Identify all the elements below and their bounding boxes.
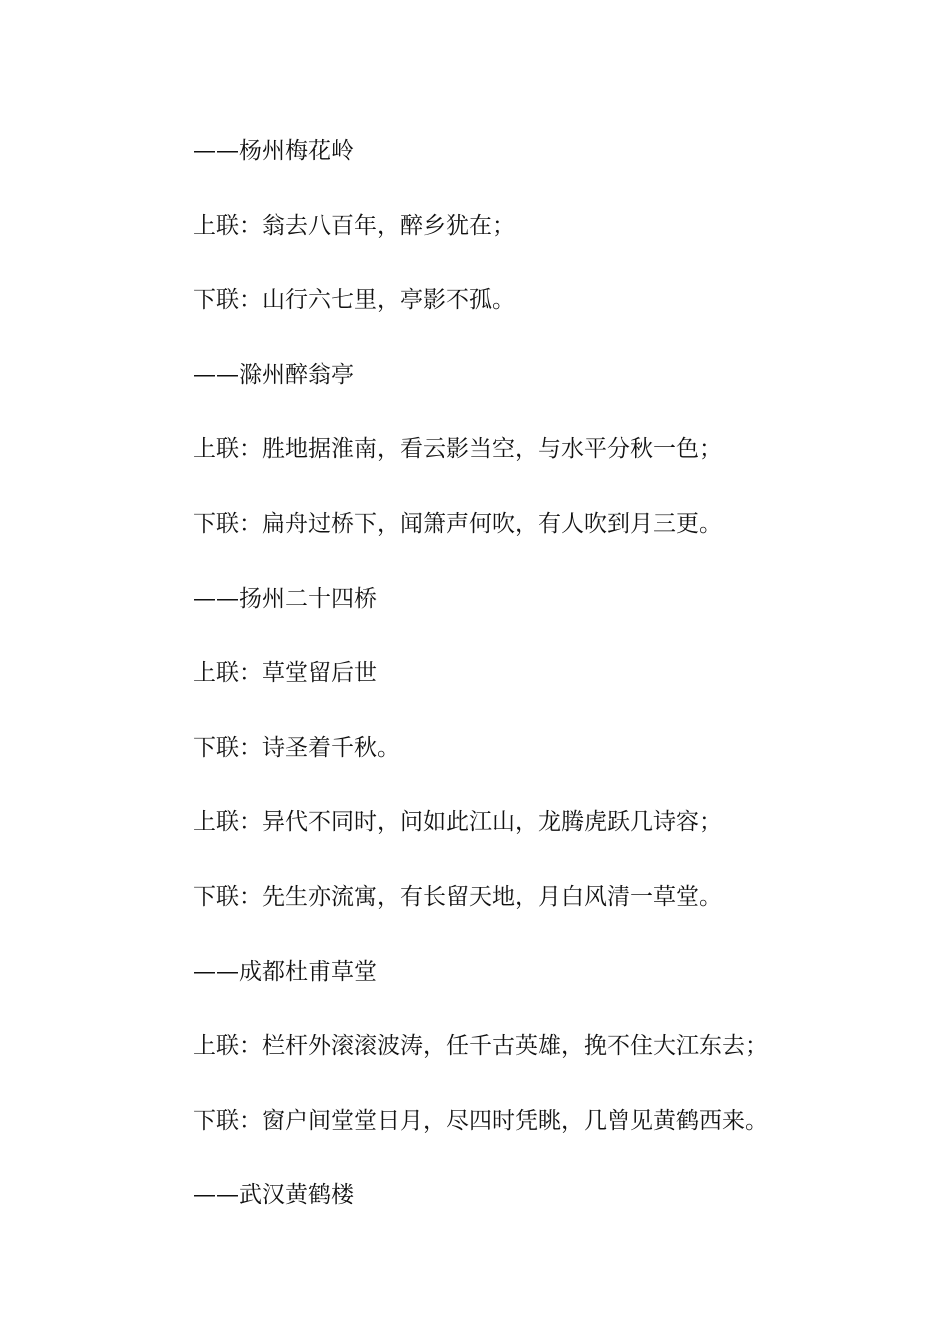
couplet-text-block [193,133,893,1252]
location-caption: ——成都杜甫草堂 [193,958,377,985]
location-caption: ——杨州梅花岭 [193,138,354,164]
couplet-lower-line: 下联：山行六七里，亭影不孤。 [193,287,515,314]
location-caption: ——滁州醉翁亭 [193,361,354,388]
couplet-lower-line: 下联：先生亦流寓，有长留天地，月白风清一草堂。 [193,883,722,910]
couplet-upper-line: 上联：翁去八百年，醉乡犹在； [193,212,515,239]
couplet-upper-line: 上联：异代不同时，问如此江山，龙腾虎跃几诗容； [193,809,722,836]
couplet-upper-line: 上联：草堂留后世 [193,660,377,687]
couplet-lower-line: 下联：诗圣着千秋。 [193,734,400,761]
couplet-lower-line: 下联：窗户间堂堂日月，尽四时凭眺，几曾见黄鹤西来。 [193,1107,768,1134]
couplet-upper-line: 上联：栏杆外滚滚波涛，任千古英雄，挽不住大江东去； [193,1033,768,1060]
location-caption: ——扬州二十四桥 [193,585,377,612]
couplet-lower-line: 下联：扁舟过桥下，闻箫声何吹，有人吹到月三更。 [193,510,722,537]
couplet-upper-line: 上联：胜地据淮南，看云影当空，与水平分秋一色； [193,436,722,463]
location-caption: ——武汉黄鹤楼 [193,1182,354,1209]
